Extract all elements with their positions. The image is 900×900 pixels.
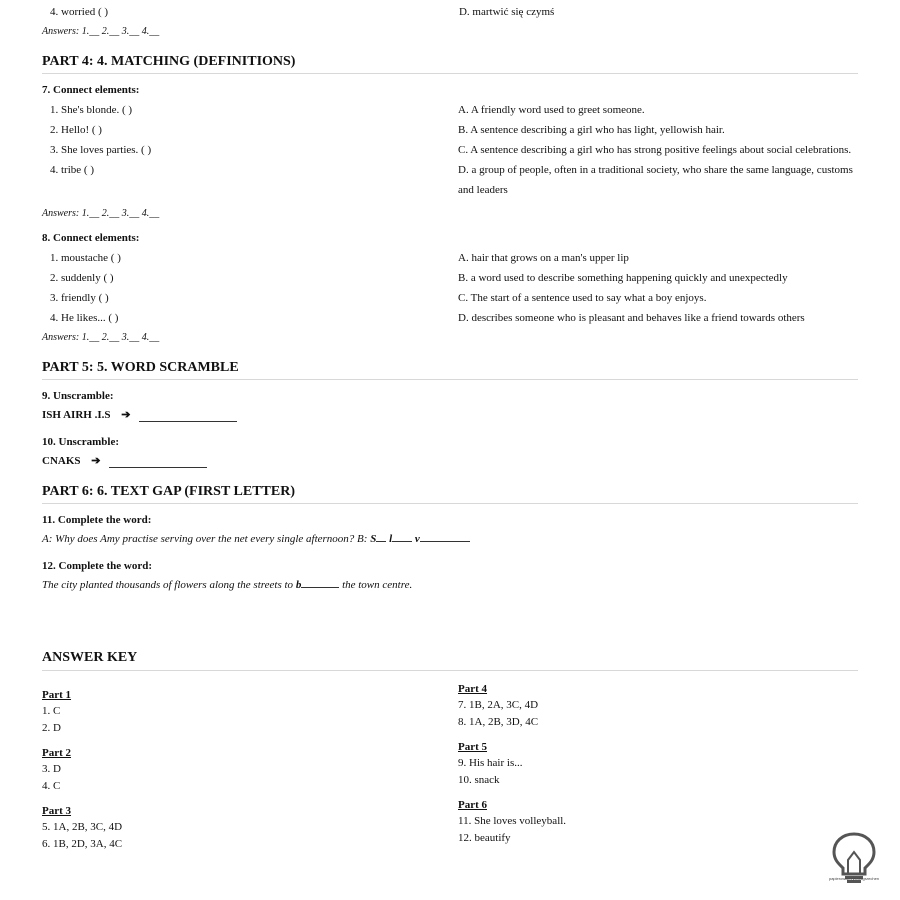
key-answer: 10. snack — [458, 774, 500, 786]
q11-prefix: A: Why does Amy practise serving over the net every single afternoon? B: — [42, 533, 371, 545]
q12-first-letter: b — [295, 579, 302, 591]
key-answer: 4. C — [42, 780, 61, 792]
answer-key-right — [458, 673, 858, 853]
q9-title: 9. Unscramble: — [42, 390, 114, 402]
key-part-title: Part 4 — [458, 683, 488, 695]
answer-key-columns — [42, 671, 858, 853]
key-part-title: Part 3 — [42, 805, 72, 817]
key-answer: 11. She loves volleyball. — [458, 815, 567, 827]
arrow-icon: ➔ — [121, 409, 131, 421]
q7-right-list — [458, 100, 858, 200]
q7-right-item: B. A sentence describing a girl who has light, yellowish hair. — [458, 124, 725, 136]
part3-tail-row — [42, 2, 858, 22]
q7-left-item: 3. She loves parties. ( ) — [50, 144, 152, 156]
q11-gap[interactable] — [376, 530, 386, 542]
q7-answers: Answers: 1.__ 2.__ 3.__ 4.__ — [42, 208, 160, 219]
logo-caption: papierowajezykalisgrzechen — [828, 876, 880, 881]
q11-first-letter: S — [370, 533, 377, 545]
answer-key-left — [42, 679, 452, 853]
q10-scrambled-word: CNAKS — [42, 455, 81, 467]
key-answer: 7. 1B, 2A, 3C, 4D — [458, 699, 539, 711]
q10-title: 10. Unscramble: — [42, 436, 119, 448]
q7-left-item: 1. She's blonde. ( ) — [50, 104, 133, 116]
key-answer: 3. D — [42, 763, 61, 775]
q8-left-item: 3. friendly ( ) — [50, 292, 109, 304]
q8-left-item: 1. moustache ( ) — [50, 252, 121, 264]
part4-heading: PART 4: 4. MATCHING (DEFINITIONS) — [42, 54, 858, 74]
q8-right-item: D. describes someone who is pleasant and behaves like a friend towards others — [458, 312, 805, 324]
q9-answer-line[interactable] — [139, 409, 237, 422]
q8-left-item: 4. He likes... ( ) — [50, 312, 119, 324]
q9-scramble — [42, 406, 858, 424]
worksheet — [42, 0, 858, 853]
q8-left-item: 2. suddenly ( ) — [50, 272, 114, 284]
q12-prefix: The city planted thousands of flowers along the streets to — [42, 579, 296, 591]
key-part-title: Part 6 — [458, 799, 488, 811]
q8-right-list — [458, 248, 858, 328]
key-answer: 8. 1A, 2B, 3D, 4C — [458, 716, 539, 728]
q8-left-list — [42, 248, 452, 328]
q12-gap-sentence — [42, 576, 858, 594]
q8-right-item: B. a word used to describe something happening quickly and unexpectedly — [458, 272, 788, 284]
part3-right-item: D. martwić się czymś — [458, 6, 555, 18]
answer-key-heading: ANSWER KEY — [42, 650, 858, 671]
key-part-title: Part 1 — [42, 689, 72, 701]
q8-matching — [42, 248, 858, 328]
q11-gap-sentence — [42, 530, 858, 548]
arrow-icon: ➔ — [91, 455, 101, 467]
q8-right-item: C. The start of a sentence used to say what a boy enjoys. — [458, 292, 707, 304]
key-answer: 12. beautify — [458, 832, 511, 844]
key-answer: 5. 1A, 2B, 3C, 4D — [42, 821, 123, 833]
key-answer: 2. D — [42, 722, 61, 734]
part5-heading: PART 5: 5. WORD SCRAMBLE — [42, 360, 858, 380]
part3-answers: Answers: 1.__ 2.__ 3.__ 4.__ — [42, 26, 160, 37]
q7-right-item: C. A sentence describing a girl who has strong positive feelings about social celebrations. — [458, 144, 852, 156]
q8-right-item: A. hair that grows on a man's upper lip — [458, 252, 629, 264]
part6-heading: PART 6: 6. TEXT GAP (FIRST LETTER) — [42, 484, 858, 504]
q8-answers: Answers: 1.__ 2.__ 3.__ 4.__ — [42, 332, 160, 343]
q8-title: 8. Connect elements: — [42, 232, 140, 244]
q12-title: 12. Complete the word: — [42, 560, 152, 572]
q12-suffix: the town centre. — [342, 579, 413, 591]
q7-title: 7. Connect elements: — [42, 84, 140, 96]
key-part-title: Part 5 — [458, 741, 488, 753]
q12-gap[interactable] — [301, 576, 339, 588]
key-part-title: Part 2 — [42, 747, 72, 759]
q10-answer-line[interactable] — [109, 455, 207, 468]
part3-left-item: 4. worried ( ) — [50, 6, 109, 18]
key-answer: 9. His hair is... — [458, 757, 523, 769]
q11-second-letter: l — [389, 533, 393, 545]
q7-left-item: 2. Hello! ( ) — [50, 124, 102, 136]
key-answer: 1. C — [42, 705, 61, 717]
q7-right-item: D. a group of people, often in a traditional society, who share the same language, customs and leaders — [458, 164, 853, 196]
q9-scrambled-word: ISH AIRH .I.S — [42, 409, 111, 421]
key-answer: 6. 1B, 2D, 3A, 4C — [42, 838, 123, 850]
q11-title: 11. Complete the word: — [42, 514, 152, 526]
q7-matching — [42, 100, 858, 200]
q11-gap[interactable] — [392, 530, 412, 542]
q11-gap[interactable] — [420, 530, 470, 542]
q7-left-item: 4. tribe ( ) — [50, 164, 94, 176]
q10-scramble — [42, 452, 858, 470]
q7-right-item: A. A friendly word used to greet someone. — [458, 104, 645, 116]
q11-third-letter: v — [414, 533, 420, 545]
q7-left-list — [42, 100, 452, 200]
